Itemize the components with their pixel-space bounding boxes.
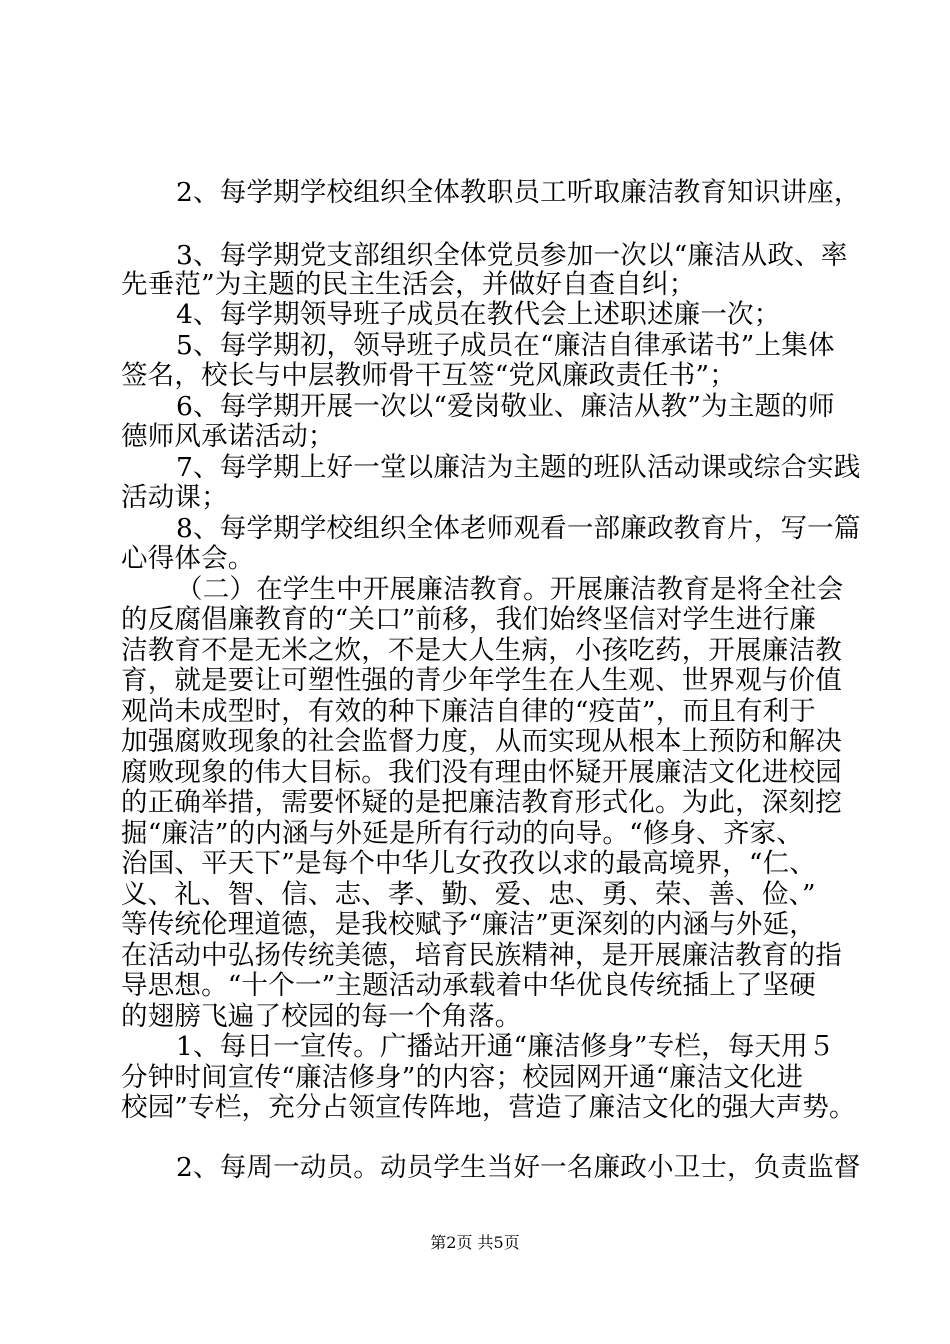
text-line: 校园”专栏，充分占领宣传阵地，营造了廉洁文化的强大声势。 bbox=[121, 1092, 856, 1123]
text-line: 4、每学期领导班子成员在教代会上述职述廉一次； bbox=[176, 299, 781, 330]
text-line: 6、每学期开展一次以“爱岗敬业、廉洁从教”为主题的师 bbox=[176, 391, 835, 422]
text-line: 7、每学期上好一堂以廉洁为主题的班队活动课或综合实践 bbox=[176, 452, 861, 483]
text-line: （二）在学生中开展廉洁教育。开展廉洁教育是将全社会 bbox=[176, 574, 844, 605]
text-line: 的正确举措，需要怀疑的是把廉洁教育形式化。为此，深刻挖 bbox=[121, 787, 842, 818]
page-number-footer: 第2页 共5页 bbox=[430, 1233, 520, 1252]
text-line: 义、礼、智、信、志、孝、勤、爱、忠、勇、荣、善、俭、” bbox=[121, 879, 816, 910]
text-line: 育，就是要让可塑性强的青少年学生在人生观、世界观与价值 bbox=[121, 665, 842, 696]
text-line: 心得体会。 bbox=[121, 543, 255, 574]
text-line: 等传统伦理道德，是我校赋予“廉洁”更深刻的内涵与外延， bbox=[121, 909, 816, 940]
text-line: 签名，校长与中层教师骨干互签“党风廉政责任书”； bbox=[121, 360, 736, 391]
text-line: 8、每学期学校组织全体老师观看一部廉政教育片，写一篇 bbox=[176, 513, 861, 544]
text-line: 的反腐倡廉教育的“关口”前移，我们始终坚信对学生进行廉 bbox=[121, 604, 816, 635]
text-line: 洁教育不是无米之炊，不是大人生病，小孩吃药，开展廉洁教 bbox=[121, 635, 842, 666]
text-line: 德师风承诺活动； bbox=[121, 421, 335, 452]
text-line: 在活动中弘扬传统美德，培育民族精神，是开展廉洁教育的指 bbox=[121, 940, 842, 971]
text-line: 治国、平天下”是每个中华儿女孜孜以求的最高境界，“仁、 bbox=[121, 848, 816, 879]
text-line: 先垂范”为主题的民主生活会，并做好自查自纠； bbox=[121, 269, 696, 300]
text-line: 的翅膀飞遍了校园的每一个角落。 bbox=[121, 1001, 522, 1032]
text-line: 腐败现象的伟大目标。我们没有理由怀疑开展廉洁文化进校园 bbox=[121, 757, 842, 788]
text-line: 加强腐败现象的社会监督力度，从而实现从根本上预防和解决 bbox=[121, 726, 842, 757]
text-line: 活动课； bbox=[121, 482, 228, 513]
text-line: 3、每学期党支部组织全体党员参加一次以“廉洁从政、率 bbox=[176, 240, 848, 271]
text-line: 掘“廉洁”的内涵与外延是所有行动的向导。“修身、齐家、 bbox=[121, 818, 804, 849]
text-line: 1、每日一宣传。广播站开通“廉洁修身”专栏，每天用５ bbox=[176, 1031, 835, 1062]
text-line: 分钟时间宣传“廉洁修身”的内容；校园网开通“廉洁文化进 bbox=[121, 1062, 804, 1093]
text-line: 2、每学期学校组织全体教职员工听取廉洁教育知识讲座， bbox=[176, 177, 861, 208]
text-line: 5、每学期初，领导班子成员在“廉洁自律承诺书”上集体 bbox=[176, 330, 835, 361]
text-line: 观尚未成型时，有效的种下廉洁自律的“疫苗”，而且有利于 bbox=[121, 696, 816, 727]
text-line: 导思想。“十个一”主题活动承载着中华优良传统插上了坚硬 bbox=[121, 970, 816, 1001]
text-line: 2、每周一动员。动员学生当好一名廉政小卫士，负责监督 bbox=[176, 1152, 861, 1183]
